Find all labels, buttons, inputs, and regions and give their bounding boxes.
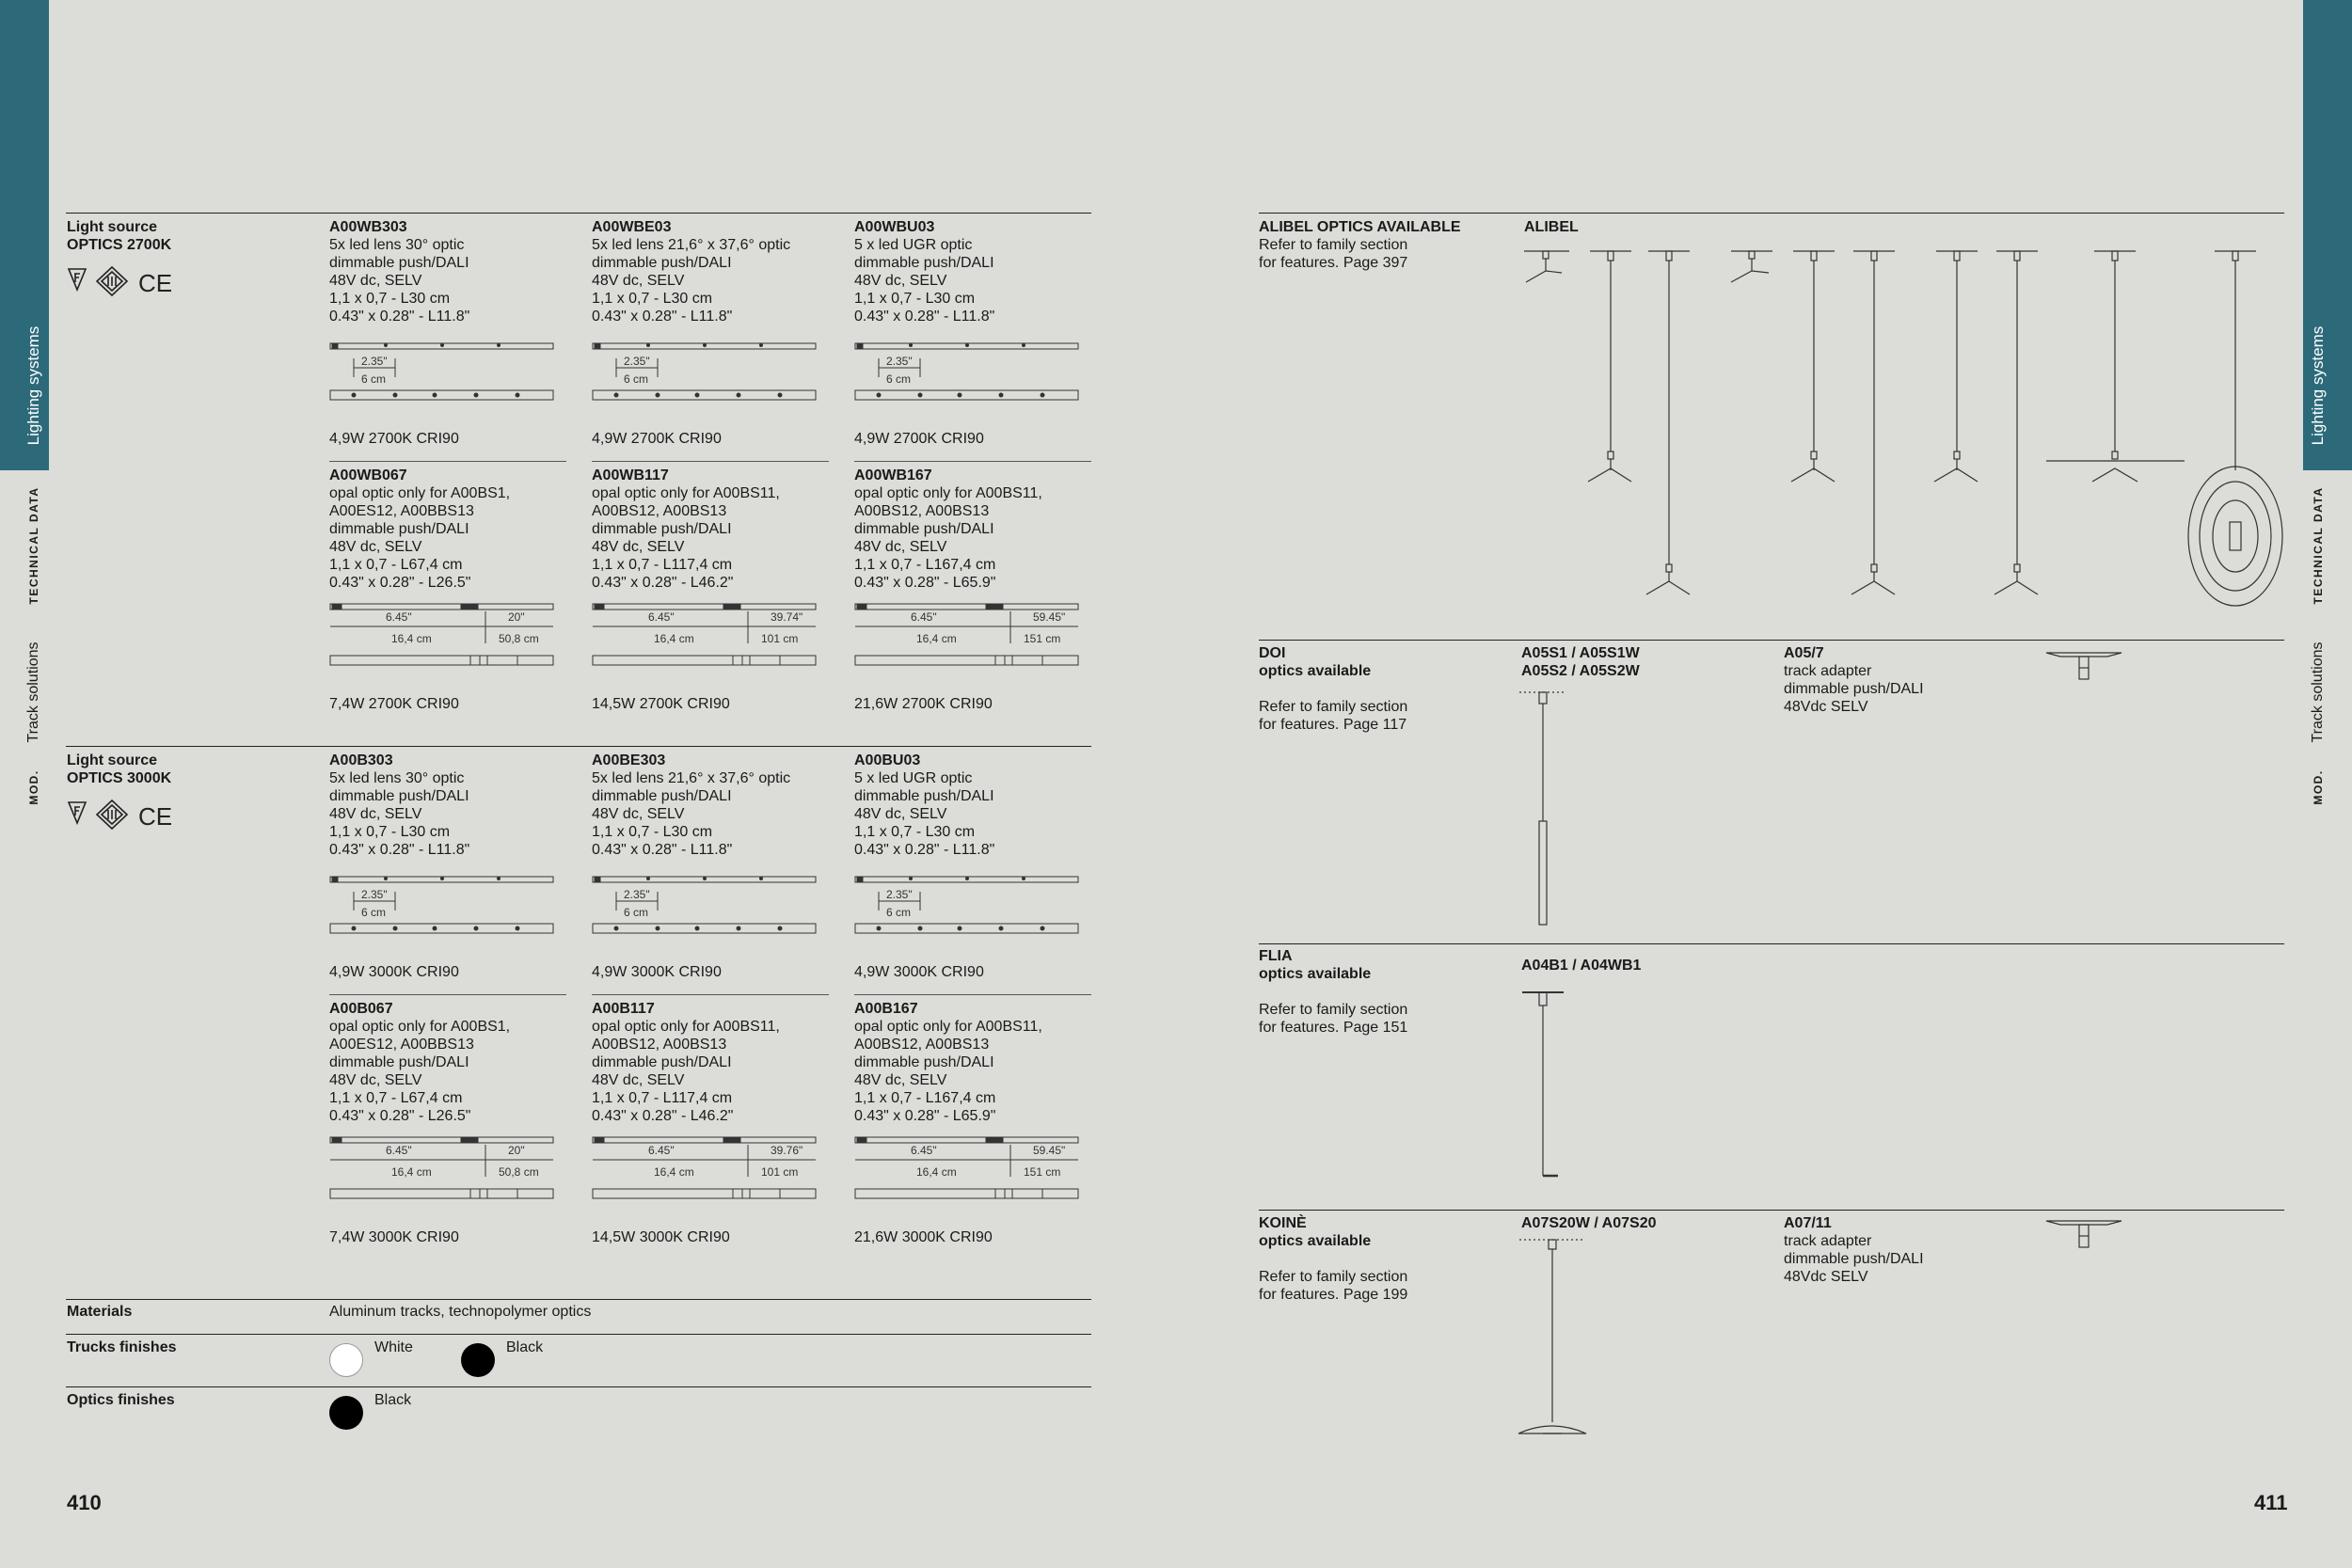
dimension-dim_b: 16,4 cm [654,632,694,645]
dimension-dim_a: 6.45" [386,1144,412,1157]
koine-desc-1: Refer to family section [1259,1269,1408,1285]
product-code: A00B303 [329,752,393,768]
product-power: 4,9W 3000K CRI90 [329,964,459,980]
product-spec-line: 1,1 x 0,7 - L117,4 cm [592,557,733,573]
left-tab-label: Lighting systems [24,325,42,446]
product-spec-line: 1,1 x 0,7 - L30 cm [854,824,976,840]
product-divider [329,994,566,995]
product-spec-line: 48V dc, SELV [329,273,422,289]
product-power: 4,9W 2700K CRI90 [854,431,984,447]
product-spec-line: A00ES12, A00BBS13 [329,503,474,519]
doi-desc-2: for features. Page 117 [1259,717,1407,733]
product-spec-line: 0.43" x 0.28" - L11.8" [854,842,995,858]
track-profile-drawing-short [592,341,818,407]
product-spec-line: 48V dc, SELV [592,273,685,289]
product-spec-line: 0.43" x 0.28" - L11.8" [329,309,470,325]
product-spec-line: 1,1 x 0,7 - L117,4 cm [592,1090,733,1106]
F-mark-icon [69,802,86,823]
product-spec-line: 0.43" x 0.28" - L46.2" [592,575,734,591]
CE-icon: CE [138,802,173,831]
dimension-cm: 6 cm [361,372,387,386]
black-swatch [461,1343,495,1377]
product-power: 4,9W 2700K CRI90 [592,431,722,447]
koine-sub: optics available [1259,1233,1372,1249]
product-spec-line: 0.43" x 0.28" - L11.8" [592,842,733,858]
dimension-dim_a: 6.45" [911,1144,937,1157]
product-power: 14,5W 3000K CRI90 [592,1229,730,1245]
product-spec-line: 1,1 x 0,7 - L67,4 cm [329,557,463,573]
product-spec-line: 0.43" x 0.28" - L11.8" [592,309,733,325]
track-profile-drawing-short [592,875,818,941]
product-spec-line: dimmable push/DALI [592,788,732,804]
alibel-label: ALIBEL [1524,219,1579,235]
product-code: A00WB067 [329,467,407,483]
product-power: 7,4W 2700K CRI90 [329,696,459,712]
product-spec-line: dimmable push/DALI [592,521,732,537]
alibel-desc-2: for features. Page 397 [1259,255,1408,271]
product-power: 4,9W 3000K CRI90 [592,964,722,980]
track-profile-drawing-short [329,875,555,941]
materials-value: Aluminum tracks, technopolymer optics [329,1304,592,1320]
flia-lamp-drawing [1515,988,1571,1180]
product-spec-line: 48V dc, SELV [592,1072,685,1088]
koine-code-1: A07S20W / A07S20 [1521,1215,1657,1231]
product-code: A00B067 [329,1001,393,1017]
product-spec-line: 48V dc, SELV [329,539,422,555]
product-spec-line: opal optic only for A00BS11, [854,1019,1042,1035]
F-mark-icon [69,269,86,290]
product-spec-line: 48V dc, SELV [592,539,685,555]
track-profile-drawing-long [329,602,555,673]
product-spec-line: 5 x led UGR optic [854,237,973,253]
dimension-dim_d: 151 cm [1024,1165,1061,1179]
product-spec-line: A00BS12, A00BS13 [592,1037,727,1053]
flia-desc-1: Refer to family section [1259,1002,1408,1018]
track-profile-drawing-long [854,602,1080,673]
dimension-dim_c: 20" [508,610,525,624]
product-spec-line: dimmable push/DALI [329,788,469,804]
product-divider [329,461,566,462]
dimension-cm: 6 cm [886,372,912,386]
doi-adapter-2: dimmable push/DALI [1784,681,1924,697]
product-spec-line: A00ES12, A00BBS13 [329,1037,474,1053]
product-spec-line: dimmable push/DALI [854,255,994,271]
product-spec-line: 0.43" x 0.28" - L26.5" [329,575,471,591]
dimension-dim_b: 16,4 cm [391,1165,432,1179]
product-power: 4,9W 3000K CRI90 [854,964,984,980]
product-spec-line: 1,1 x 0,7 - L30 cm [854,291,976,307]
dimension-cm: 6 cm [886,906,912,919]
track-profile-drawing-long [854,1135,1080,1206]
product-spec-line: 1,1 x 0,7 - L67,4 cm [329,1090,463,1106]
optics-finishes-label: Optics finishes [67,1392,175,1408]
product-spec-line: dimmable push/DALI [329,1054,469,1070]
product-spec-line: opal optic only for A00BS1, [329,1019,511,1035]
product-spec-line: 48V dc, SELV [854,273,947,289]
product-spec-line: 1,1 x 0,7 - L167,4 cm [854,1090,996,1106]
product-divider [592,461,829,462]
product-spec-line: 48V dc, SELV [854,1072,947,1088]
dimension-inch: 2.35" [361,355,388,368]
page-number-right: 411 [2254,1491,2288,1514]
koine-adapter-3: 48Vdc SELV [1784,1269,1868,1285]
product-spec-line: 48V dc, SELV [854,539,947,555]
product-spec-line: 1,1 x 0,7 - L30 cm [592,291,713,307]
product-code: A00BE303 [592,752,666,768]
product-code: A00WBU03 [854,219,935,235]
dimension-inch: 2.35" [624,355,650,368]
dimension-dim_c: 59.45" [1033,1144,1066,1157]
product-spec-line: dimmable push/DALI [854,1054,994,1070]
koine-title: KOINÈ [1259,1215,1307,1231]
track-profile-drawing-short [854,341,1080,407]
product-code: A00WBE03 [592,219,672,235]
doi-sub: optics available [1259,663,1372,679]
dimension-dim_c: 59.45" [1033,610,1066,624]
product-spec-line: 0.43" x 0.28" - L65.9" [854,1108,996,1124]
dimension-dim_a: 6.45" [911,610,937,624]
section-title-1: Light source [67,219,158,235]
product-spec-line: 5x led lens 30° optic [329,770,465,786]
dimension-inch: 2.35" [624,888,650,901]
materials-label: Materials [67,1304,133,1320]
dimension-inch: 2.35" [361,888,388,901]
product-spec-line: 1,1 x 0,7 - L30 cm [329,291,451,307]
track-profile-drawing-short [854,875,1080,941]
right-technical-label: TECHNICAL DATA [2312,486,2325,605]
product-spec-line: dimmable push/DALI [854,521,994,537]
dimension-dim_b: 16,4 cm [654,1165,694,1179]
left-track-label: Track solutions [25,641,41,743]
dimension-dim_d: 50,8 cm [499,1165,539,1179]
product-code: A00B167 [854,1001,918,1017]
optics-black-swatch [329,1396,363,1430]
dimension-dim_c: 20" [508,1144,525,1157]
doi-title: DOI [1259,645,1286,661]
product-code: A00WB167 [854,467,932,483]
product-spec-line: 0.43" x 0.28" - L26.5" [329,1108,471,1124]
flia-sub: optics available [1259,966,1372,982]
product-power: 21,6W 2700K CRI90 [854,696,993,712]
dimension-dim_d: 151 cm [1024,632,1061,645]
product-spec-line: 48V dc, SELV [854,806,947,822]
optics-divider [66,1386,1091,1387]
koine-lamp-drawing [1515,1236,1590,1443]
dimension-inch: 2.35" [886,888,913,901]
alibel-title: ALIBEL OPTICS AVAILABLE [1259,219,1461,235]
track-profile-drawing-long [329,1135,555,1206]
dimension-dim_d: 50,8 cm [499,632,539,645]
trucks-divider [66,1334,1091,1335]
product-spec-line: 48V dc, SELV [329,806,422,822]
dimension-cm: 6 cm [361,906,387,919]
product-spec-line: A00BS12, A00BS13 [854,1037,990,1053]
dimension-dim_a: 6.45" [648,1144,675,1157]
section-divider [66,213,1091,214]
dimension-inch: 2.35" [886,355,913,368]
product-spec-line: 5 x led UGR optic [854,770,973,786]
left-mod-label: MOD. [27,769,40,805]
dimension-dim_b: 16,4 cm [916,632,957,645]
doi-code-2: A05S2 / A05S2W [1521,663,1640,679]
product-code: A00WB117 [592,467,669,483]
right-mod-label: MOD. [2312,769,2325,805]
dimension-dim_b: 16,4 cm [391,632,432,645]
product-spec-line: 1,1 x 0,7 - L167,4 cm [854,557,996,573]
product-power: 14,5W 2700K CRI90 [592,696,730,712]
class-III-icon [97,800,127,829]
dimension-dim_c: 39.74" [771,610,803,624]
dimension-cm: 6 cm [624,906,649,919]
dimension-dim_c: 39.76" [771,1144,803,1157]
product-spec-line: A00BS12, A00BS13 [592,503,727,519]
alibel-divider [1259,213,2284,214]
koine-adapter-drawing [2042,1217,2126,1255]
white-swatch-label: White [374,1339,413,1355]
doi-adapter-3: 48Vdc SELV [1784,699,1868,715]
right-track-label: Track solutions [2310,641,2326,743]
product-power: 7,4W 3000K CRI90 [329,1229,459,1245]
doi-divider [1259,640,2284,641]
product-spec-line: 48V dc, SELV [592,806,685,822]
doi-adapter-drawing [2042,649,2126,687]
doi-code-1: A05S1 / A05S1W [1521,645,1640,661]
trucks-finishes-label: Trucks finishes [67,1339,177,1355]
product-divider [854,461,1091,462]
track-profile-drawing-long [592,1135,818,1206]
materials-divider [66,1299,1091,1300]
koine-adapter-2: dimmable push/DALI [1784,1251,1924,1267]
product-spec-line: 48V dc, SELV [329,1072,422,1088]
product-spec-line: 5x led lens 21,6° x 37,6° optic [592,237,791,253]
page-number-left: 410 [67,1491,102,1514]
product-spec-line: A00BS12, A00BS13 [854,503,990,519]
product-spec-line: opal optic only for A00BS11, [592,485,780,501]
black-swatch-label: Black [506,1339,544,1355]
flia-desc-2: for features. Page 151 [1259,1020,1408,1036]
right-tab-label: Lighting systems [2309,325,2327,446]
doi-lamp-drawing [1515,685,1571,929]
section-title-2: OPTICS 2700K [67,237,172,253]
alibel-lamps-drawing [1505,245,2286,621]
product-spec-line: dimmable push/DALI [329,255,469,271]
product-spec-line: dimmable push/DALI [592,255,732,271]
product-spec-line: opal optic only for A00BS11, [854,485,1042,501]
product-code: A00B117 [592,1001,655,1017]
product-spec-line: 1,1 x 0,7 - L30 cm [329,824,451,840]
section-title-1: Light source [67,752,158,768]
dimension-cm: 6 cm [624,372,649,386]
track-profile-drawing-long [592,602,818,673]
dimension-dim_d: 101 cm [761,632,799,645]
flia-code-1: A04B1 / A04WB1 [1521,958,1642,974]
product-spec-line: 5x led lens 21,6° x 37,6° optic [592,770,791,786]
product-code: A00WB303 [329,219,407,235]
product-spec-line: opal optic only for A00BS1, [329,485,511,501]
section-divider [66,746,1091,747]
class-III-icon [97,267,127,295]
koine-adapter-code: A07/11 [1784,1215,1832,1231]
flia-divider [1259,943,2284,944]
product-divider [854,994,1091,995]
track-profile-drawing-short [329,341,555,407]
flia-title: FLIA [1259,948,1293,964]
left-technical-label: TECHNICAL DATA [27,486,40,605]
product-spec-line: dimmable push/DALI [329,521,469,537]
dimension-dim_b: 16,4 cm [916,1165,957,1179]
product-spec-line: 0.43" x 0.28" - L65.9" [854,575,996,591]
product-spec-line: 5x led lens 30° optic [329,237,465,253]
product-spec-line: 0.43" x 0.28" - L11.8" [854,309,995,325]
product-spec-line: 1,1 x 0,7 - L30 cm [592,824,713,840]
dimension-dim_a: 6.45" [386,610,412,624]
product-spec-line: 0.43" x 0.28" - L11.8" [329,842,470,858]
doi-adapter-code: A05/7 [1784,645,1824,661]
alibel-desc-1: Refer to family section [1259,237,1408,253]
optics-black-label: Black [374,1392,412,1408]
certification-icons [67,799,180,831]
product-code: A00BU03 [854,752,921,768]
product-spec-line: dimmable push/DALI [592,1054,732,1070]
certification-icons [67,265,180,297]
section-title-2: OPTICS 3000K [67,770,172,786]
doi-desc-1: Refer to family section [1259,699,1408,715]
koine-divider [1259,1210,2284,1211]
doi-adapter-1: track adapter [1784,663,1872,679]
product-divider [592,994,829,995]
product-spec-line: dimmable push/DALI [854,788,994,804]
product-power: 4,9W 2700K CRI90 [329,431,459,447]
dimension-dim_a: 6.45" [648,610,675,624]
koine-adapter-1: track adapter [1784,1233,1872,1249]
product-power: 21,6W 3000K CRI90 [854,1229,993,1245]
product-spec-line: 0.43" x 0.28" - L46.2" [592,1108,734,1124]
white-swatch [329,1343,363,1377]
product-spec-line: opal optic only for A00BS11, [592,1019,780,1035]
koine-desc-2: for features. Page 199 [1259,1287,1408,1303]
CE-icon: CE [138,269,173,297]
dimension-dim_d: 101 cm [761,1165,799,1179]
